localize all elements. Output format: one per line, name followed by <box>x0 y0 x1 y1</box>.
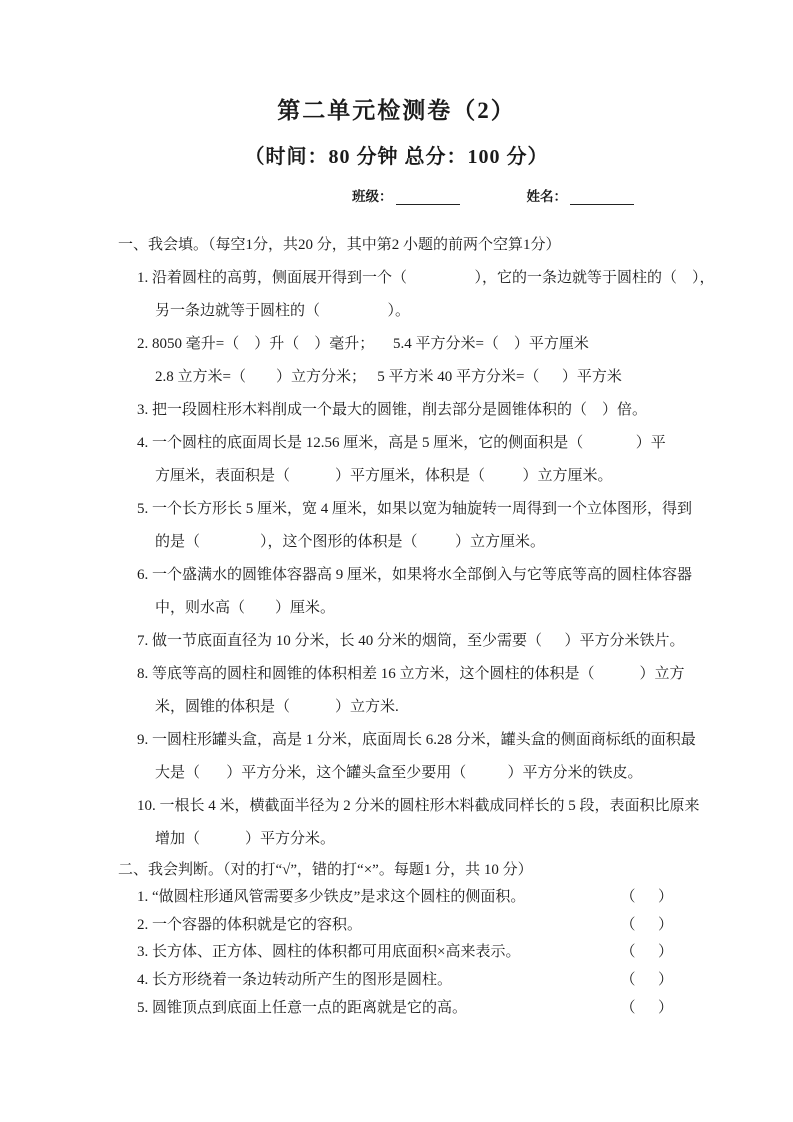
fill-question-7: 7. 做一节底面直径为 10 分米，长 40 分米的烟筒，至少需要（ ）平方分米铁片。 <box>137 633 685 649</box>
answer-bracket-1: （ ） <box>620 889 673 905</box>
judgment-row-5 <box>137 995 673 1023</box>
fill-in-section-heading: 一、我会填。（每空1分，共20 分，其中第2 小题的前两个空算1分） <box>118 237 561 253</box>
fill-question-8-line-2: 米，圆锥的体积是（ ）立方米. <box>155 699 399 715</box>
judgment-text-5: 5. 圆锥顶点到底面上任意一点的距离就是它的高。 <box>137 999 468 1016</box>
fill-question-2-line-1: 2. 8050 毫升=（ ）升（ ）毫升； 5.4 平方分米=（ ）平方厘米 <box>137 336 589 352</box>
name-label: 姓名： <box>526 189 567 204</box>
fill-question-6-line-1: 6. 一个盛满水的圆锥体容器高 9 厘米，如果将水全部倒入与它等底等高的圆柱体容器 <box>137 567 693 583</box>
answer-bracket-5: （ ） <box>620 999 673 1016</box>
fill-question-5-line-2: 的是（ ），这个图形的体积是（ ）立方厘米。 <box>155 534 546 550</box>
fill-question-4-line-2: 方厘米，表面积是（ ）平方厘米，体积是（ ）立方厘米。 <box>155 468 613 484</box>
fill-question-9-line-1: 9. 一圆柱形罐头盒，高是 1 分米，底面周长 6.28 分米，罐头盒的侧面商标纸的面积最 <box>137 732 696 748</box>
fill-question-8-line-1: 8. 等底等高的圆柱和圆锥的体积相差 16 立方米，这个圆柱的体积是（ ）立方 <box>137 666 685 682</box>
student-info-row <box>352 183 793 205</box>
fill-in-section <box>0 229 793 856</box>
fill-question-10-line-1: 10. 一根长 4 米，横截面半径为 2 分米的圆柱形木料截成同样长的 5 段，表面积比原来 <box>137 798 700 814</box>
judgment-row-4 <box>137 967 673 995</box>
answer-bracket-2: （ ） <box>620 916 673 933</box>
answer-bracket-3: （ ） <box>620 944 673 961</box>
class-blank-line <box>396 189 460 205</box>
fill-question-2-line-2: 2.8 立方米=（ ）立方分米； 5 平方米 40 平方分米=（ ）平方米 <box>155 369 622 385</box>
judgment-text-3: 3. 长方体、正方体、圆柱的体积都可用底面积×高来表示。 <box>137 944 521 961</box>
judgment-section-heading: 二、我会判断。（对的打“√”，错的打“×”。每题1 分，共 10 分） <box>118 862 533 878</box>
paper-title: 第二单元检测卷（2） <box>277 98 516 123</box>
class-label: 班级： <box>352 189 393 204</box>
fill-question-3: 3. 把一段圆柱形木料削成一个最大的圆锥，削去部分是圆锥体积的（ ）倍。 <box>137 402 648 418</box>
fill-question-6-line-2: 中，则水高（ ）厘米。 <box>155 600 336 616</box>
judgment-text-4: 4. 长方形绕着一条边转动所产生的图形是圆柱。 <box>137 972 453 989</box>
fill-question-5-line-1: 5. 一个长方形长 5 厘米，宽 4 厘米，如果以宽为轴旋转一周得到一个立体图形，得到 <box>137 501 693 517</box>
judgment-text-2: 2. 一个容器的体积就是它的容积。 <box>137 916 363 933</box>
judgment-text-1: 1. “做圆柱形通风管需要多少铁皮”是求这个圆柱的侧面积。 <box>137 889 526 905</box>
fill-question-1-line-2: 另一条边就等于圆柱的（ ）。 <box>155 303 411 319</box>
answer-bracket-4: （ ） <box>620 972 673 989</box>
name-blank-line <box>570 189 634 205</box>
judgment-row-1 <box>137 884 673 912</box>
judgment-row-3 <box>137 939 673 967</box>
judgment-row-2 <box>137 912 673 940</box>
fill-question-1-line-1: 1. 沿着圆柱的高剪，侧面展开得到一个（ ），它的一条边就等于圆柱的（ ）， <box>137 270 715 286</box>
fill-question-10-line-2: 增加（ ）平方分米。 <box>155 831 336 847</box>
fill-question-9-line-2: 大是（ ）平方分米，这个罐头盒至少要用（ ）平方分米的铁皮。 <box>155 765 643 781</box>
paper-subtitle: （时间：80 分钟 总分：100 分） <box>244 146 549 168</box>
judgment-section <box>0 856 793 1023</box>
fill-question-4-line-1: 4. 一个圆柱的底面周长是 12.56 厘米，高是 5 厘米，它的侧面积是（ ）平 <box>137 435 666 451</box>
